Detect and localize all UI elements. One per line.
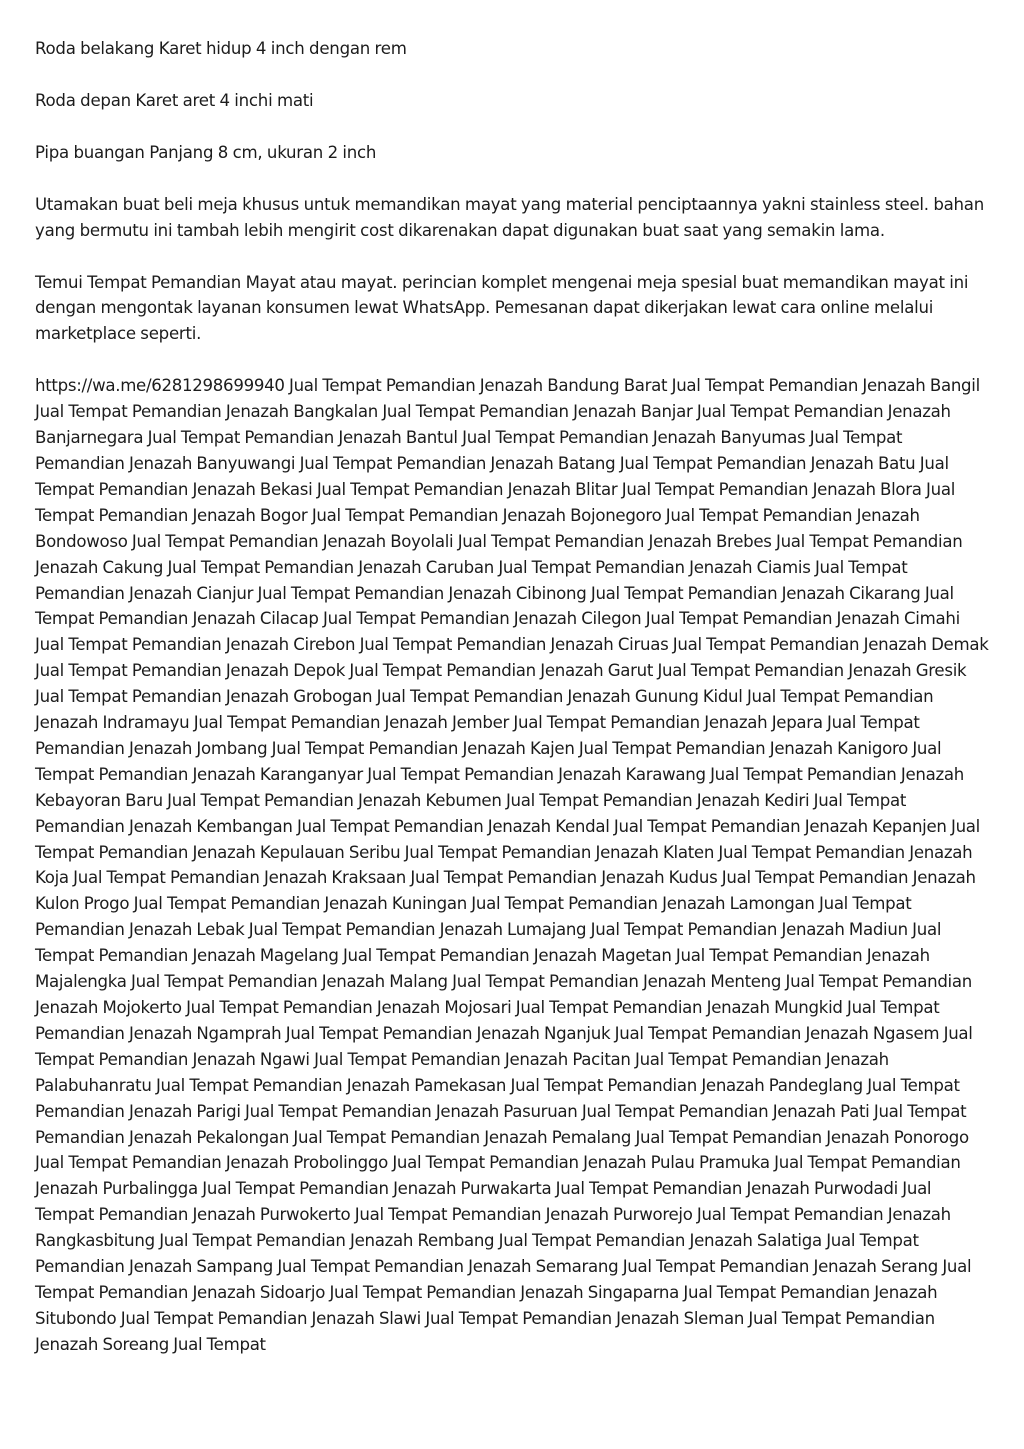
paragraph-front-wheel: Roda depan Karet aret 4 inchi mati: [35, 90, 314, 110]
paragraph-drain-pipe: Pipa buangan Panjang 8 cm, ukuran 2 inch: [35, 142, 377, 162]
document-page: [35, 36, 993, 1358]
paragraph-location-list: https://wa.me/6281298699940 Jual Tempat Pemandian Jenazah Bandung Barat Jual Tempat Pemandian Jenazah Bangil Jual Tempat Pemandian Jenazah Bangkalan Jual Tempat Pemandian Jenazah Banjar Jual Tempat Pemandian Jenazah Banjarnegara Jual Tempat Pemandian Jenazah Bantul Jual Tempat Pemandian Jenazah Banyumas Jual Tempat Pemandian Jenazah Banyuwangi Jual Tempat Pemandian Jenazah Batang Jual Tempat Pemandian Jenazah Batu Jual Tempat Pemandian Jenazah Bekasi Jual Tempat Pemandian Jenazah Blitar Jual Tempat Pemandian Jenazah Blora Jual Tempat Pemandian Jenazah Bogor Jual Tempat Pemandian Jenazah Bojonegoro Jual Tempat Pemandian Jenazah Bondowoso Jual Tempat Pemandian Jenazah Boyolali Jual Tempat Pemandian Jenazah Brebes Jual Tempat Pemandian Jenazah Cakung Jual Tempat Pemandian Jenazah Caruban Jual Tempat Pemandian Jenazah Ciamis Jual Tempat Pemandian Jenazah Cianjur Jual Tempat Pemandian Jenazah Cibinong Jual Tempat Pemandian Jenazah Cikarang Jual Tempat Pemandian Jenazah Cilacap Jual Tempat Pemandian Jenazah Cilegon Jual Tempat Pemandian Jenazah Cimahi Jual Tempat Pemandian Jenazah Cirebon Jual Tempat Pemandian Jenazah Ciruas Jual Tempat Pemandian Jenazah Demak Jual Tempat Pemandian Jenazah Depok Jual Tempat Pemandian Jenazah Garut Jual Tempat Pemandian Jenazah Gresik Jual Tempat Pemandian Jenazah Grobogan Jual Tempat Pemandian Jenazah Gunung Kidul Jual Tempat Pemandian Jenazah Indramayu Jual Tempat Pemandian Jenazah Jember Jual Tempat Pemandian Jenazah Jepara Jual Tempat Pemandian Jenazah Jombang Jual Tempat Pemandian Jenazah Kajen Jual Tempat Pemandian Jenazah Kanigoro Jual Tempat Pemandian Jenazah Karanganyar Jual Tempat Pemandian Jenazah Karawang Jual Tempat Pemandian Jenazah Kebayoran Baru Jual Tempat Pemandian Jenazah Kebumen Jual Tempat Pemandian Jenazah Kediri Jual Tempat Pemandian Jenazah Kembangan Jual Tempat Pemandian Jenazah Kendal Jual Tempat Pemandian Jenazah Kepanjen Jual Tempat Pemandian Jenazah Kepulauan Seribu Jual Tempat Pemandian Jenazah Klaten Jual Tempat Pemandian Jenazah Koja Jual Tempat Pemandian Jenazah Kraksaan Jual Tempat Pemandian Jenazah Kudus Jual Tempat Pemandian Jenazah Kulon Progo Jual Tempat Pemandian Jenazah Kuningan Jual Tempat Pemandian Jenazah Lamongan Jual Tempat Pemandian Jenazah Lebak Jual Tempat Pemandian Jenazah Lumajang Jual Tempat Pemandian Jenazah Madiun Jual Tempat Pemandian Jenazah Magelang Jual Tempat Pemandian Jenazah Magetan Jual Tempat Pemandian Jenazah Majalengka Jual Tempat Pemandian Jenazah Malang Jual Tempat Pemandian Jenazah Menteng Jual Tempat Pemandian Jenazah Mojokerto Jual Tempat Pemandian Jenazah Mojosari Jual Tempat Pemandian Jenazah Mungkid Jual Tempat Pemandian Jenazah Ngamprah Jual Tempat Pemandian Jenazah Nganjuk Jual Tempat Pemandian Jenazah Ngasem Jual Tempat Pemandian Jenazah Ngawi Jual Tempat Pemandian Jenazah Pacitan Jual Tempat Pemandian Jenazah Palabuhanratu Jual Tempat Pemandian Jenazah Pamekasan Jual Tempat Pemandian Jenazah Pandeglang Jual Tempat Pemandian Jenazah Parigi Jual Tempat Pemandian Jenazah Pasuruan Jual Tempat Pemandian Jenazah Pati Jual Tempat Pemandian Jenazah Pekalongan Jual Tempat Pemandian Jenazah Pemalang Jual Tempat Pemandian Jenazah Ponorogo Jual Tempat Pemandian Jenazah Probolinggo Jual Tempat Pemandian Jenazah Pulau Pramuka Jual Tempat Pemandian Jenazah Purbalingga Jual Tempat Pemandian Jenazah Purwakarta Jual Tempat Pemandian Jenazah Purwodadi Jual Tempat Pemandian Jenazah Purwokerto Jual Tempat Pemandian Jenazah Purworejo Jual Tempat Pemandian Jenazah Rangkasbitung Jual Tempat Pemandian Jenazah Rembang Jual Tempat Pemandian Jenazah Salatiga Jual Tempat Pemandian Jenazah Sampang Jual Tempat Pemandian Jenazah Semarang Jual Tempat Pemandian Jenazah Serang Jual Tempat Pemandian Jenazah Sidoarjo Jual Tempat Pemandian Jenazah Singaparna Jual Tempat Pemandian Jenazah Situbondo Jual Tempat Pemandian Jenazah Slawi Jual Tempat Pemandian Jenazah Sleman Jual Tempat Pemandian Jenazah Soreang Jual Tempat: [35, 376, 989, 1354]
paragraph-rear-wheel: Roda belakang Karet hidup 4 inch dengan rem: [35, 39, 407, 58]
paragraph-stainless-steel: Utamakan buat beli meja khusus untuk memandikan mayat yang material penciptaannya yakni stainless steel. bahan yang bermutu ini tambah lebih mengirit cost dikarenakan dapat digunakan buat saat yang semakin lama.: [35, 194, 984, 240]
paragraph-contact-whatsapp: Temui Tempat Pemandian Mayat atau mayat. perincian komplet mengenai meja spesial buat memandikan mayat ini dengan mengontak layanan konsumen lewat WhatsApp. Pemesanan dapat dikerjakan lewat cara online melalui marketplace seperti.: [35, 272, 969, 344]
